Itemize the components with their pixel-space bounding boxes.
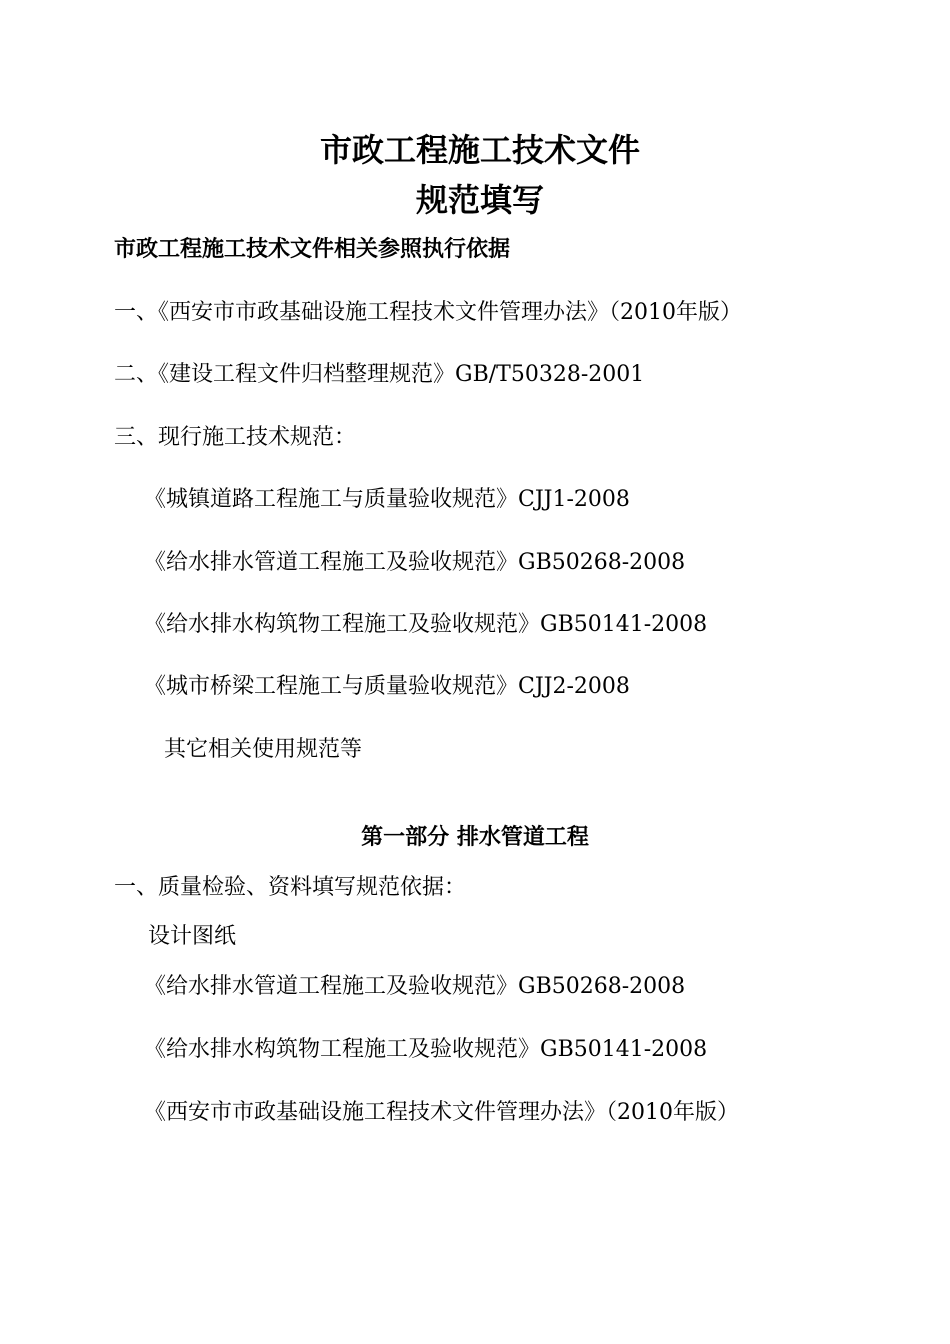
part-basis-item: 设计图纸 [148, 924, 237, 949]
document-title-line2: 规范填写 [415, 181, 544, 219]
current-spec-item: 《城镇道路工程施工与质量验收规范》CJJ1-2008 [144, 487, 630, 512]
part-basis-item: 《西安市市政基础设施工程技术文件管理办法》（2010年版） [144, 1100, 739, 1125]
current-spec-item: 《城市桥梁工程施工与质量验收规范》CJJ2-2008 [144, 674, 630, 699]
current-spec-item: 《给水排水管道工程施工及验收规范》GB50268-2008 [144, 550, 686, 575]
section-heading: 市政工程施工技术文件相关参照执行依据 [114, 236, 511, 262]
basis-item-2: 二、《建设工程文件归档整理规范》GB/T50328-2001 [114, 362, 645, 387]
other-specs-note: 其它相关使用规范等 [164, 737, 363, 762]
document-title-line1: 市政工程施工技术文件 [319, 131, 640, 169]
part-basis-item: 《给水排水构筑物工程施工及验收规范》GB50141-2008 [144, 1037, 708, 1062]
basis-item-1: 一、《西安市市政基础设施工程技术文件管理办法》（2010年版） [114, 300, 742, 325]
basis-item-3: 三、现行施工技术规范： [114, 425, 357, 450]
part-basis-item: 《给水排水管道工程施工及验收规范》GB50268-2008 [144, 974, 686, 999]
part-title: 第一部分 排水管道工程 [361, 824, 589, 850]
current-spec-item: 《给水排水构筑物工程施工及验收规范》GB50141-2008 [144, 612, 708, 637]
part-basis-heading: 一、质量检验、资料填写规范依据： [114, 875, 467, 900]
